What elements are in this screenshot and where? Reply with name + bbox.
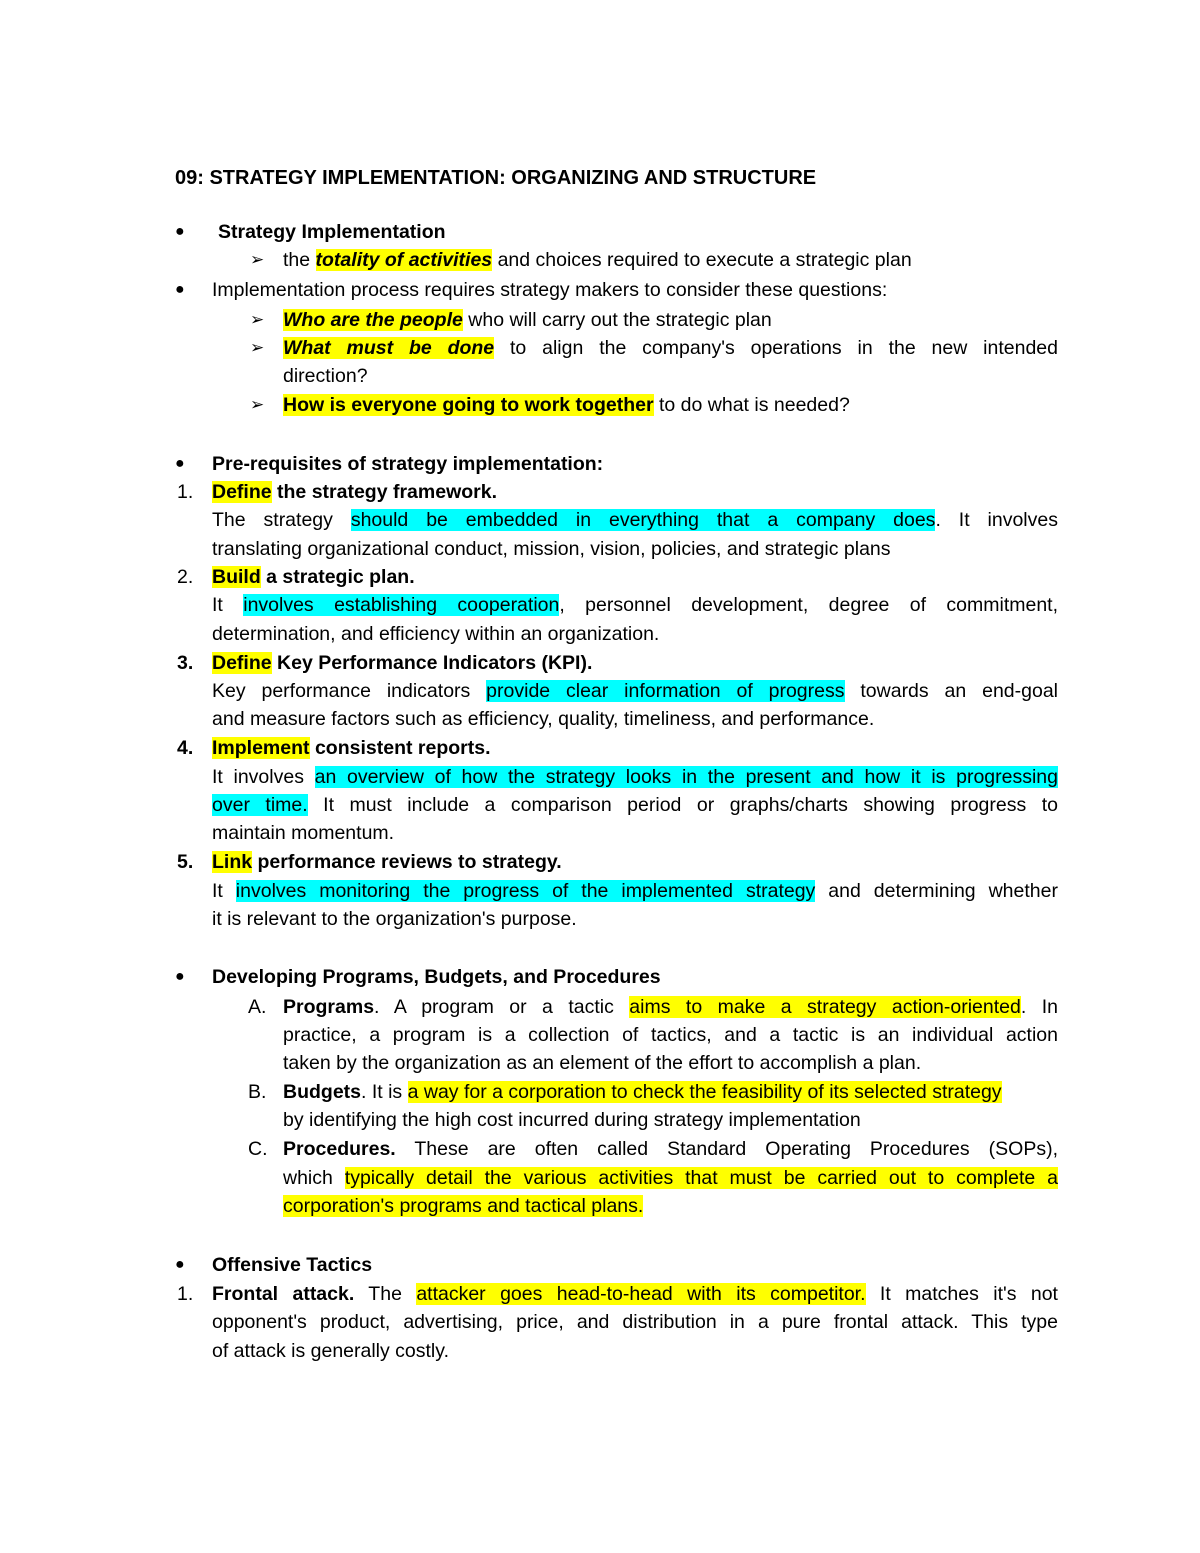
bullet-icon: ● <box>175 968 185 985</box>
programs-paragraph: practice, a program is a collection of tactics, and a tactic is an individual action <box>283 1024 1058 1046</box>
programs-paragraph: taken by the organization as an element of the effort to accomplish a plan. <box>283 1052 922 1074</box>
prereq-item-body: determination, and efficiency within an organization. <box>212 623 660 645</box>
list-number: 2. <box>177 566 194 588</box>
question-3: How is everyone going to work together to do what is needed? <box>283 394 850 416</box>
definition-line: the totality of activities and choices required to execute a strategic plan <box>283 249 912 271</box>
bullet-icon: ● <box>175 455 185 472</box>
prereq-item-title: Define Key Performance Indicators (KPI). <box>212 652 593 674</box>
bullet-icon: ● <box>175 223 185 240</box>
prereq-item-body: It involves establishing cooperation, personnel development, degree of commitment, <box>212 594 1059 616</box>
prereq-item-body: It involves monitoring the progress of the implemented strategy and determining whether <box>212 880 1058 902</box>
prereq-item-title: Build a strategic plan. <box>212 566 415 588</box>
prereq-item-body: Key performance indicators provide clear information of progress towards an end-goal <box>212 680 1058 702</box>
prereq-item-title: Link performance reviews to strategy. <box>212 851 562 873</box>
frontal-attack-paragraph: opponent's product, advertising, price, and distribution in a pure frontal attack. This type <box>212 1311 1058 1333</box>
prerequisites-heading: Pre-requisites of strategy implementation: <box>212 453 604 475</box>
document-title: 09: STRATEGY IMPLEMENTATION: ORGANIZING AND STRUCTURE <box>175 167 817 189</box>
prereq-item-body: The strategy should be embedded in everything that a company does. It involves <box>212 509 1058 531</box>
list-number: 5. <box>177 851 194 873</box>
strategy-implementation-heading: Strategy Implementation <box>218 221 446 243</box>
list-letter: B. <box>248 1081 267 1103</box>
question-1: Who are the people who will carry out the strategic plan <box>283 309 772 331</box>
questions-intro: Implementation process requires strategy makers to consider these questions: <box>212 279 888 301</box>
offensive-tactics-heading: Offensive Tactics <box>212 1254 373 1276</box>
bullet-icon: ● <box>175 1256 185 1273</box>
developing-heading: Developing Programs, Budgets, and Procedures <box>212 966 661 988</box>
list-number: 1. <box>177 481 194 503</box>
frontal-attack-paragraph: Frontal attack. The attacker goes head-to-head with its competitor. It matches it's not <box>212 1283 1058 1305</box>
list-number: 4. <box>177 737 194 759</box>
prereq-item-body: maintain momentum. <box>212 822 395 844</box>
budgets-paragraph: by identifying the high cost incurred during strategy implementation <box>283 1109 861 1131</box>
prereq-item-body: It involves an overview of how the strategy looks in the present and how it is progressing <box>212 766 1058 788</box>
procedures-paragraph: which typically detail the various activities that must be carried out to complete a <box>283 1167 1058 1189</box>
list-number: 3. <box>177 652 194 674</box>
programs-paragraph: Programs. A program or a tactic aims to make a strategy action-oriented. In <box>283 996 1058 1018</box>
prereq-item-title: Define the strategy framework. <box>212 481 498 503</box>
budgets-paragraph: Budgets. It is a way for a corporation to check the feasibility of its selected strategy <box>283 1081 1002 1103</box>
prereq-item-title: Implement consistent reports. <box>212 737 491 759</box>
list-number: 1. <box>177 1283 194 1305</box>
list-letter: A. <box>248 996 267 1018</box>
prereq-item-body: over time. It must include a comparison period or graphs/charts showing progress to <box>212 794 1059 816</box>
procedures-paragraph: corporation's programs and tactical plans. <box>283 1195 644 1217</box>
question-2: What must be done to align the company's operations in the new intended <box>283 337 1058 359</box>
arrowhead-bullet-icon: ➢ <box>250 395 265 414</box>
frontal-attack-paragraph: of attack is generally costly. <box>212 1340 449 1362</box>
arrowhead-bullet-icon: ➢ <box>250 310 265 329</box>
arrowhead-bullet-icon: ➢ <box>250 338 265 357</box>
procedures-paragraph: Procedures. These are often called Standard Operating Procedures (SOPs), <box>283 1138 1058 1160</box>
bullet-icon: ● <box>175 281 185 298</box>
prereq-item-body: and measure factors such as efficiency, quality, timeliness, and performance. <box>212 708 875 730</box>
question-2-continued: direction? <box>283 365 368 387</box>
list-letter: C. <box>248 1138 268 1160</box>
prereq-item-body: translating organizational conduct, mission, vision, policies, and strategic plans <box>212 538 891 560</box>
arrowhead-bullet-icon: ➢ <box>250 250 265 269</box>
prereq-item-body: it is relevant to the organization's purpose. <box>212 908 577 930</box>
